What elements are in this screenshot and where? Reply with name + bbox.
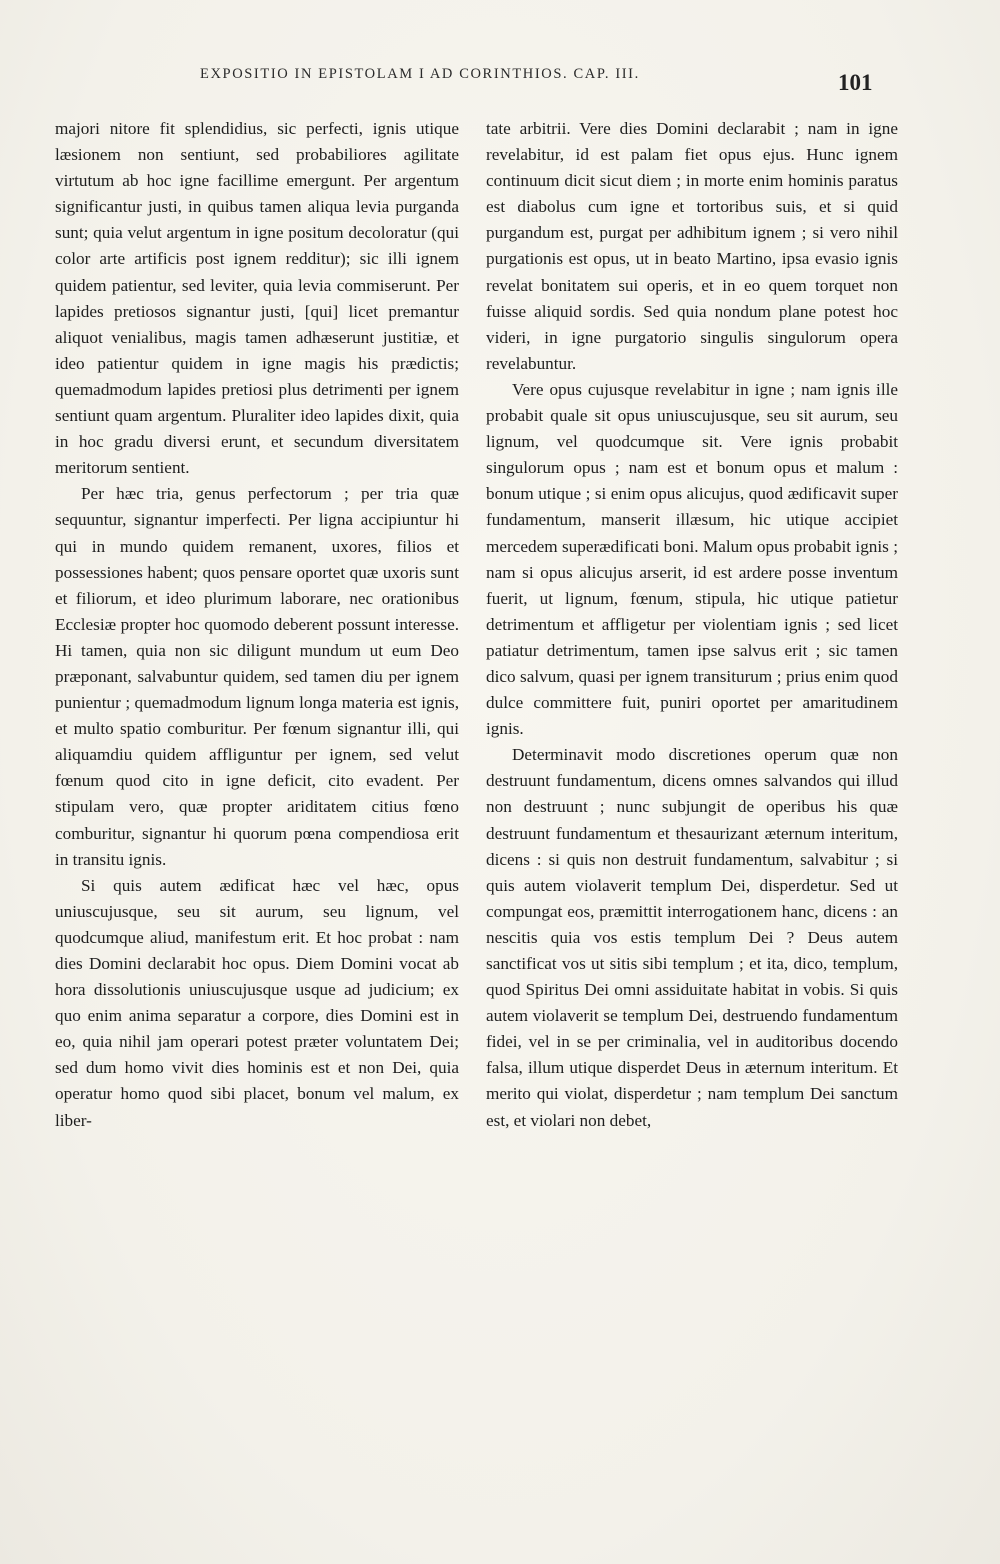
- left-column: [55, 116, 459, 1134]
- left-paragraph-2: Per hæc tria, genus perfectorum ; per tria quæ sequuntur, signantur imperfecti. Per ligna accipiuntur hi qui in mundo quidem remanent, uxores, filios et possessiones habent; quos pensare oportet quæ uxoris sunt et filiorum, et ideo plurimum laborare, nec orationibus Ecclesiæ propter hoc quomodo deberent possunt interesse. Hi tamen, quia non sic diligunt mundum ut eum Deo præponant, salvabuntur quidem, sed tamen diu per ignem punientur ; quemadmodum lignum longa materia est ignis, et multo spatio comburitur. Per fœnum signantur illi, qui aliquamdiu quidem affliguntur per ignem, sed velut fœnum quod cito in igne deficit, cito evadent. Per stipulam vero, quæ propter ariditatem citius fœno comburitur, signantur hi quorum pœna compendiosa erit in transitu ignis.: [55, 484, 459, 869]
- right-column: [486, 116, 898, 1134]
- left-paragraph-1: majori nitore fit splendidius, sic perfecti, ignis utique læsionem non sentiunt, sed probabiliores agilitate virtutum ab hoc igne facillime emergunt. Per argentum significantur justi, in quibus tamen aliqua levia purganda sunt; quia velut argentum in igne positum decoloratur (qui color arte artificis post ignem redditur); sic illi ignem quidem patientur, sed leviter, quia levia commiserunt. Per lapides pretiosos signantur justi, [qui] licet premantur aliquot venialibus, magis tamen adhæserunt justitiæ, et ideo patientur quidem in igne magis his prædictis; quemadmodum lapides pretiosi plus detrimenti per ignem sentiunt quam argentum. Pluraliter ideo lapides dixit, quia in hoc gradu diversi erunt, et secundum diversitatem meritorum sentient.: [55, 119, 459, 478]
- right-paragraph-1: tate arbitrii. Vere dies Domini declarabit ; nam in igne revelabitur, id est palam fiet opus ejus. Hunc ignem continuum dicit sicut diem ; in morte enim hominis paratus est diabolus cum igne et tortoribus suis, et si quid purgandum est, purgat per adhibitum ignem ; si vero nihil purgationis est opus, ut in beato Martino, ipsa evasio ignis revelat bonitatem sui operis, et in eo quem torquet non fuisse aliquid sordis. Sed quia nondum plane potest hoc videri, in igne purgatorio singulis singulorum opera revelabuntur.: [486, 119, 898, 373]
- right-paragraph-2: Vere opus cujusque revelabitur in igne ; nam ignis ille probabit quale sit opus uniuscujusque, seu sit aurum, seu lignum, vel quodcumque sit. Vere ignis probabit singulorum opus ; nam est et bonum opus et malum : bonum utique ; si enim opus alicujus, quod ædificavit super fundamentum, manserit illæsum, hic utique accipiet mercedem superædificati boni. Malum opus probabit ignis ; nam si opus alicujus arserit, id est ardere posse inventum fuerit, ut lignum, fœnum, stipula, hic utique patietur detrimentum et affligetur per violentiam ignis ; sed licet patiatur detrimentum, tamen ipse salvus erit ; sic tamen dico salvum, quasi per ignem transiturum ; prius enim quod dulce committere fuit, puniri oportet per amaritudinem ignis.: [486, 379, 898, 739]
- running-header: EXPOSITIO IN EPISTOLAM I AD CORINTHIOS. CAP. III.: [200, 66, 640, 82]
- page-number: 101: [838, 70, 873, 95]
- left-paragraph-3: Si quis autem ædificat hæc vel hæc, opus uniuscujusque, seu sit aurum, seu lignum, vel quodcumque aliud, manifestum erit. Et hoc probat : nam dies Domini declarabit hoc opus. Diem Domini vocat ab hora dissolutionis uniuscujusque usque ad judicium; ex quo enim anima separatur a corpore, dies Domini est in eo, quia nihil jam operari potest præter voluntatem Dei; sed dum homo vivit dies hominis est et non Dei, quia operatur homo quod sibi placet, bonum vel malum, ex liber-: [55, 875, 459, 1130]
- right-paragraph-3: Determinavit modo discretiones operum quæ non destruunt fundamentum, dicens omnes salvandos qui illud non destruunt ; nunc subjungit de operibus his quæ destruunt fundamentum et thesaurizant æternum interitum, dicens : si quis non destruit fundamentum, salvabitur ; si quis autem violaverit templum Dei, disperdetur. Sed ut compungat eos, præmittit interrogationem hanc, dicens : an nescitis quia vos estis templum Dei ? Deus autem sanctificat vos ut sitis sibi templum ; et ita, dico, templum, quod Spiritus Dei omni assiduitate habitat in vobis. Si quis autem violaverit se templum Dei, destruendo fundamentum fidei, vel in se per criminalia, vel in auditoribus docendo falsa, illum utique disperdet Deus in æternum interitum. Et merito qui violat, disperdetur ; nam templum Dei sanctum est, et violari non debet,: [486, 745, 898, 1130]
